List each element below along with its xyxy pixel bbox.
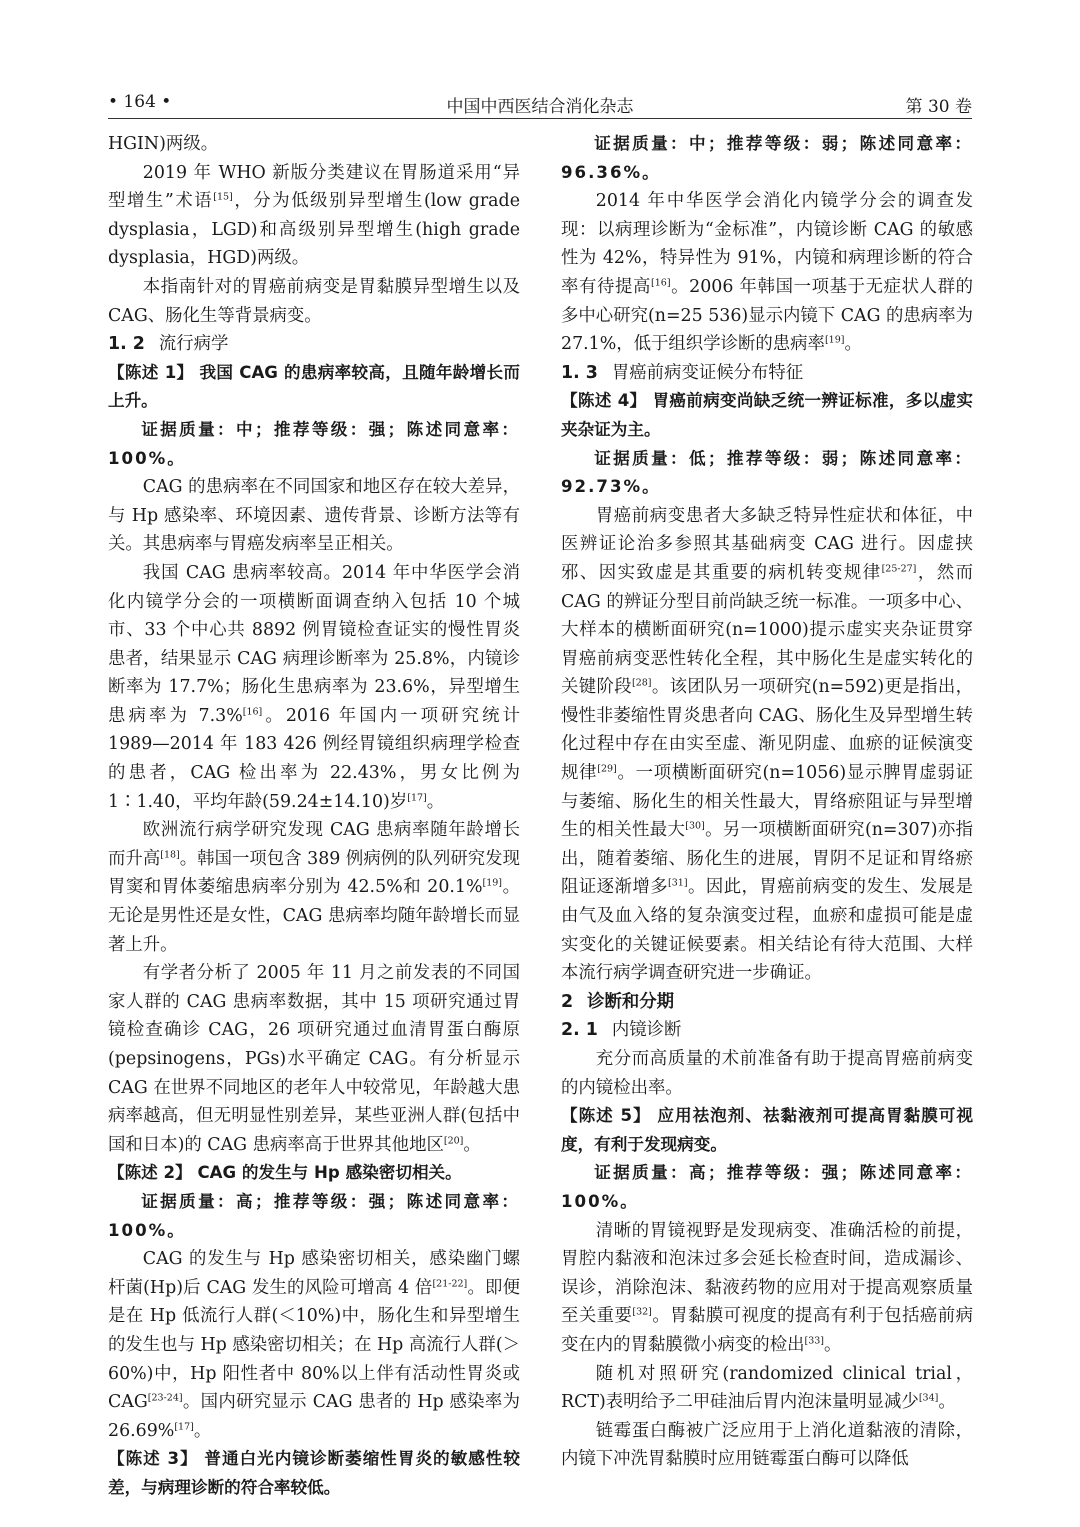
citation: [16] bbox=[651, 277, 671, 289]
page-number: • 164 • bbox=[108, 92, 172, 112]
paragraph: 我国 CAG 患病率较高。2014 年中华医学会消化内镜学分会的一项横断面调查纳入包括 10 个城市、33 个中心共 8892 例胃镜检查证实的慢性胃炎患者，结果显示 CAG 病理诊断率为 25.8%，内镜诊断率为 17.7%；肠化生患病率为 23.6%，异型增生患病率为 7.3%[16]。2016 年国内一项研究统计 1989—2014 年 183 426 例经胃镜组织病理学检查的患者，CAG 检出率为 22.43%，男女比例为 1∶1.40，平均年龄(59.24±14.10)岁[17]。 bbox=[108, 562, 520, 812]
evidence-1: 证据质量：中；推荐等级：强；陈述同意率：100%。 bbox=[108, 419, 520, 468]
paragraph: 充分而高质量的术前准备有助于提高胃癌前病变的内镜检出率。 bbox=[561, 1049, 973, 1098]
citation: [17] bbox=[407, 792, 427, 804]
citation: [31] bbox=[668, 877, 688, 889]
evidence-4: 证据质量：低；推荐等级：弱；陈述同意率：92.73%。 bbox=[561, 448, 973, 497]
citation: [29] bbox=[597, 763, 617, 775]
section-heading-2: 2 诊断和分期 bbox=[561, 991, 675, 1012]
citation: [34] bbox=[918, 1392, 939, 1404]
section-heading-2-1: 2. 1 内镜诊断 bbox=[561, 1020, 682, 1041]
paragraph: CAG 的发生与 Hp 感染密切相关，感染幽门螺杆菌(Hp)后 CAG 发生的风险可增高 4 倍[21-22]。即便是在 Hp 低流行人群(＜10%)中，肠化生和异型增生的发生也与 Hp 感染密切相关；在 Hp 高流行人群(＞60%)中，Hp 阳性者中 80%以上伴有活动性胃炎或 CAG[23-24]。国内研究显示 CAG 患者的 Hp 感染率为 26.69%[17]。 bbox=[108, 1249, 520, 1441]
paragraph: 2019 年 WHO 新版分类建议在胃肠道采用“异型增生”术语[15]，分为低级别异型增生(low grade dysplasia，LGD)和高级别异型增生(high grade dysplasia，HGD)两级。 bbox=[108, 162, 520, 269]
paragraph: 本指南针对的胃癌前病变是胃黏膜异型增生以及 CAG、肠化生等背景病变。 bbox=[108, 276, 520, 326]
citation: [28] bbox=[632, 677, 652, 689]
statement-3: 【陈述 3】 普通白光内镜诊断萎缩性胃炎的敏感性较差，与病理诊断的符合率较低。 bbox=[108, 1449, 520, 1497]
evidence-2: 证据质量：高；推荐等级：强；陈述同意率：100%。 bbox=[108, 1191, 520, 1240]
left-column bbox=[108, 130, 520, 1503]
citation: [15] bbox=[213, 191, 233, 203]
citation: [16] bbox=[242, 706, 263, 718]
citation: [21-22] bbox=[432, 1278, 468, 1290]
statement-2: 【陈述 2】 CAG 的发生与 Hp 感染密切相关。 bbox=[108, 1163, 462, 1183]
statement-5: 【陈述 5】 应用祛泡剂、祛黏液剂可提高胃黏膜可视度，有利于发现病变。 bbox=[561, 1106, 973, 1154]
statement-1: 【陈述 1】 我国 CAG 的患病率较高，且随年龄增长而上升。 bbox=[108, 362, 520, 411]
citation: [33] bbox=[804, 1335, 824, 1347]
paragraph: 有学者分析了 2005 年 11 月之前发表的不同国家人群的 CAG 患病率数据，其中 15 项研究通过胃镜检查确诊 CAG，26 项研究通过血清胃蛋白酶原(pepsinogens，PGs)水平确定 CAG。有分析显示 CAG 在世界不同地区的老年人中较常见，年龄越大患病率越高，但无明显性别差异，某些亚洲人群(包括中国和日本)的 CAG 患病率高于世界其他地区[20]。 bbox=[108, 963, 520, 1155]
citation: [17] bbox=[174, 1421, 194, 1433]
running-header bbox=[108, 88, 972, 119]
citation: [23-24] bbox=[147, 1392, 183, 1404]
paragraph: 欧洲流行病学研究发现 CAG 患病率随年龄增长而升高[18]。韩国一项包含 389 例病例的队列研究发现胃窦和胃体萎缩患病率分别为 42.5%和 20.1%[19]。无论是男性还是女性，CAG 患病率均随年龄增长而显著上升。 bbox=[108, 820, 520, 955]
right-column bbox=[561, 130, 973, 1474]
citation: [32] bbox=[632, 1306, 652, 1318]
journal-title: 中国中西医结合消化杂志 bbox=[446, 97, 634, 117]
citation: [30] bbox=[685, 820, 705, 832]
paragraph: 胃癌前病变患者大多缺乏特异性症状和体征，中医辨证论治多参照其基础病变 CAG 进行。因虚挟邪、因实致虚是其重要的病机转变规律[25-27]，然而 CAG 的辨证分型目前尚缺乏统一标准。一项多中心、大样本的横断面研究(n=1000)提示虚实夹杂证贯穿胃癌前病变恶性转化全程，其中肠化生是虚实转化的关键阶段[28]。该团队另一项研究(n=592)更是指出，慢性非萎缩性胃炎患者向 CAG、肠化生及异型增生转化过程中存在由实至虚、渐见阴虚、血瘀的证候演变规律[29]。一项横断面研究(n=1056)显示脾胃虚弱证与萎缩、肠化生的相关性最大，胃络瘀阻证与异型增生的相关性最大[30]。另一项横断面研究(n=307)亦指出，随着萎缩、肠化生的进展，胃阴不足证和胃络瘀阻证逐渐增多[31]。因此，胃癌前病变的发生、发展是由气及血入络的复杂演变过程，血瘀和虚损可能是虚实变化的关键证候要素。相关结论有待大范围、大样本流行病学调查研究进一步确证。 bbox=[561, 505, 973, 984]
evidence-5: 证据质量：高；推荐等级：强；陈述同意率：100%。 bbox=[561, 1163, 973, 1211]
paragraph: CAG 的患病率在不同国家和地区存在较大差异，与 Hp 感染率、环境因素、遗传背景、诊断方法等有关。其患病率与胃癌发病率呈正相关。 bbox=[108, 477, 520, 555]
paragraph: HGIN)两级。 bbox=[108, 134, 219, 154]
citation: [25-27] bbox=[881, 563, 917, 575]
paragraph: 2014 年中华医学会消化内镜学分会的调查发现：以病理诊断为“金标准”，内镜诊断 CAG 的敏感性为 42%，特异性为 91%，内镜和病理诊断的符合率有待提高[16]。2006 年韩国一项基于无症状人群的多中心研究(n=25 536)显示内镜下 CAG 的患病率为 27.1%，低于组织学诊断的患病率[19]。 bbox=[561, 191, 973, 355]
section-heading-1-3: 1. 3 胃癌前病变证候分布特征 bbox=[561, 362, 804, 383]
citation: [19] bbox=[824, 334, 845, 346]
statement-4: 【陈述 4】 胃癌前病变尚缺乏统一辨证标准，多以虚实夹杂证为主。 bbox=[561, 391, 973, 439]
paragraph: 随机对照研究(randomized clinical trial，RCT)表明给予二甲硅油后胃内泡沫量明显减少[34]。 bbox=[561, 1363, 973, 1413]
citation: [20] bbox=[443, 1135, 464, 1147]
paragraph: 链霉蛋白酶被广泛应用于上消化道黏液的清除，内镜下冲洗胃黏膜时应用链霉蛋白酶可以降低 bbox=[561, 1420, 973, 1470]
evidence-3: 证据质量：中；推荐等级：弱；陈述同意率：96.36%。 bbox=[561, 134, 973, 182]
volume-label: 第 30 卷 bbox=[905, 97, 972, 117]
citation: [19] bbox=[482, 877, 503, 889]
citation: [18] bbox=[160, 849, 180, 861]
section-heading-1-2: 1. 2 流行病学 bbox=[108, 334, 229, 355]
paragraph: 清晰的胃镜视野是发现病变、准确活检的前提，胃腔内黏液和泡沫过多会延长检查时间，造成漏诊、误诊，消除泡沫、黏液药物的应用对于提高观察质量至关重要[32]。胃黏膜可视度的提高有利于包括癌前病变在内的胃黏膜微小病变的检出[33]。 bbox=[561, 1220, 973, 1355]
